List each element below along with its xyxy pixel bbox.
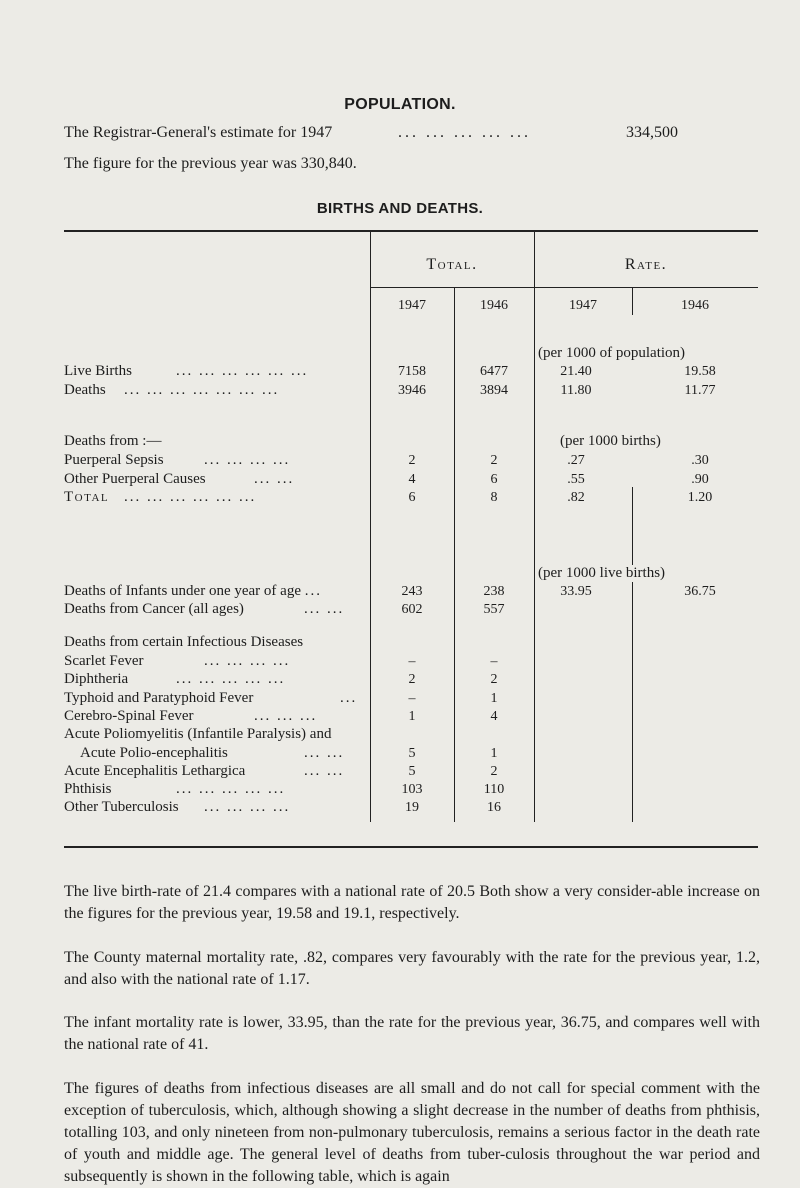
row-label: Other Tuberculosis xyxy=(64,799,179,815)
total-1947: 2 xyxy=(408,453,416,468)
total-1946: 1 xyxy=(490,691,498,706)
row-label: Cerebro-Spinal Fever xyxy=(64,708,194,724)
rate-1946: 1.20 xyxy=(687,490,713,505)
rate-1947: 21.40 xyxy=(560,364,592,379)
total-1946: 4 xyxy=(490,709,498,724)
rate-1947: .27 xyxy=(567,453,585,468)
rate-1947: 11.80 xyxy=(560,383,592,398)
leader-dots: ... ... ... xyxy=(254,708,318,724)
total-1946: 557 xyxy=(483,602,505,617)
estimate-label: The Registrar-General's estimate for 1947 xyxy=(64,124,333,141)
leader-dots: ... ... ... ... ... ... ... xyxy=(124,382,280,398)
leader-dots: ... ... xyxy=(304,601,345,617)
total-1946: 16 xyxy=(487,800,501,815)
leader-dots: ... ... ... ... ... ... xyxy=(176,363,309,379)
rate-1946: 19.58 xyxy=(684,364,716,379)
row-label: Deaths from Cancer (all ages) xyxy=(64,601,244,617)
row-label: Acute Polio-encephalitis xyxy=(80,745,228,761)
total-1947: 602 xyxy=(401,602,423,617)
estimate-dots: ... ... ... ... ... xyxy=(398,124,531,141)
rate-header: Rate. xyxy=(624,256,668,273)
row-label: Other Puerperal Causes xyxy=(64,471,206,487)
column-divider xyxy=(534,232,535,822)
total-1947: 5 xyxy=(408,746,416,761)
header-underline xyxy=(370,287,758,288)
paragraph-birth-rate: The live birth-rate of 21.4 compares with a national rate of 20.5 Both show a very consider-able increase on the figures for the previous year, 19.58 and 19.1, respectively. xyxy=(64,883,760,922)
leader-dots: ... ... ... ... xyxy=(204,452,291,468)
total-1946: 2 xyxy=(490,764,498,779)
year-header: 1947 xyxy=(398,298,426,313)
row-label: Total xyxy=(64,489,110,505)
total-1946: 3894 xyxy=(480,383,508,398)
total-1947: 7158 xyxy=(398,364,426,379)
estimate-value: 334,500 xyxy=(626,124,678,141)
population-heading: POPULATION. xyxy=(344,96,456,113)
total-1947: 5 xyxy=(408,764,416,779)
leader-dots: ... ... xyxy=(304,745,345,761)
total-1946: 8 xyxy=(490,490,498,505)
rate-1946: 36.75 xyxy=(684,584,716,599)
rate-1947: .55 xyxy=(567,472,585,487)
rate-1947: .82 xyxy=(567,490,585,505)
total-1946: – xyxy=(490,654,498,669)
births-deaths-heading: BIRTHS AND DEATHS. xyxy=(316,200,484,217)
total-1947: 4 xyxy=(408,472,416,487)
rate-1946: .90 xyxy=(691,472,709,487)
column-divider xyxy=(632,487,633,822)
paragraph-infectious-diseases: The figures of deaths from infectious diseases are all small and do not call for special comment with the exception of tuberculosis, which, although showing a slight decrease in the number of deaths from phthisis, totalling 103, and only nineteen from non-pulmonary tuberculosis, remains a serious factor in the death rate of youth and middle age. The general level of deaths from tuber-culosis throughout the war period and subsequently is shown in the following table, which is again xyxy=(64,1080,760,1185)
table-top-rule xyxy=(64,230,758,232)
total-1946: 110 xyxy=(483,782,505,797)
total-1946: 6477 xyxy=(480,364,508,379)
rate-1946: .30 xyxy=(691,453,709,468)
year-header: 1947 xyxy=(569,298,597,313)
rate-note-births: (per 1000 births) xyxy=(560,433,661,449)
row-label: Diphtheria xyxy=(64,671,129,687)
total-1946: 1 xyxy=(490,746,498,761)
total-1946: 2 xyxy=(490,672,498,687)
row-label: Acute Encephalitis Lethargica xyxy=(64,763,246,779)
total-1947: 3946 xyxy=(398,383,426,398)
row-label: Acute Poliomyelitis (Infantile Paralysis) and xyxy=(64,726,332,742)
row-label: Deaths of Infants under one year of age xyxy=(64,583,301,599)
row-label: Puerperal Sepsis xyxy=(64,452,164,468)
leader-dots: ... ... ... ... ... xyxy=(176,671,286,687)
row-label: Typhoid and Paratyphoid Fever xyxy=(64,690,254,706)
row-label: Scarlet Fever xyxy=(64,653,144,669)
leader-dots: ... ... ... ... ... ... xyxy=(124,489,257,505)
row-label: Live Births xyxy=(64,363,132,379)
leader-dots: ... ... xyxy=(304,763,345,779)
total-1947: 2 xyxy=(408,672,416,687)
rate-1947: 33.95 xyxy=(560,584,592,599)
paragraph-infant-mortality: The infant mortality rate is lower, 33.95, than the rate for the previous year, 36.75, and compares well with the national rate of 41. xyxy=(64,1014,760,1053)
total-1947: – xyxy=(408,654,416,669)
leader-dots: ... ... ... ... xyxy=(204,799,291,815)
rate-note-live-births: (per 1000 live births) xyxy=(538,565,666,581)
total-1947: 103 xyxy=(401,782,423,797)
births-deaths-table xyxy=(64,212,758,858)
row-label: Deaths xyxy=(64,382,106,398)
total-1947: – xyxy=(408,691,416,706)
row-label: Phthisis xyxy=(64,781,112,797)
total-1947: 1 xyxy=(408,709,416,724)
table-bottom-rule xyxy=(64,846,758,848)
rate-note-population: (per 1000 of population) xyxy=(538,345,686,361)
previous-year-figure: The figure for the previous year was 330,840. xyxy=(64,155,357,172)
total-1947: 6 xyxy=(408,490,416,505)
total-1947: 19 xyxy=(405,800,419,815)
column-divider xyxy=(370,232,371,822)
leader-dots: ... xyxy=(340,690,358,706)
paragraph-maternal-mortality: The County maternal mortality rate, .82, compares very favourably with the rate for the previous year, 1.2, and also with the national rate of 1.17. xyxy=(64,949,760,988)
leader-dots: ... xyxy=(304,583,322,599)
total-header: Total. xyxy=(426,256,478,273)
total-1946: 2 xyxy=(490,453,498,468)
rate-1946: 11.77 xyxy=(684,383,716,398)
leader-dots: ... ... ... ... ... xyxy=(176,781,286,797)
leader-dots: ... ... xyxy=(254,471,295,487)
section-label: Deaths from :— xyxy=(64,433,162,449)
year-header: 1946 xyxy=(681,298,709,313)
leader-dots: ... ... ... ... xyxy=(204,653,291,669)
total-1947: 243 xyxy=(401,584,423,599)
year-header: 1946 xyxy=(480,298,508,313)
total-1946: 238 xyxy=(483,584,505,599)
section-label: Deaths from certain Infectious Diseases xyxy=(64,634,304,650)
total-1946: 6 xyxy=(490,472,498,487)
